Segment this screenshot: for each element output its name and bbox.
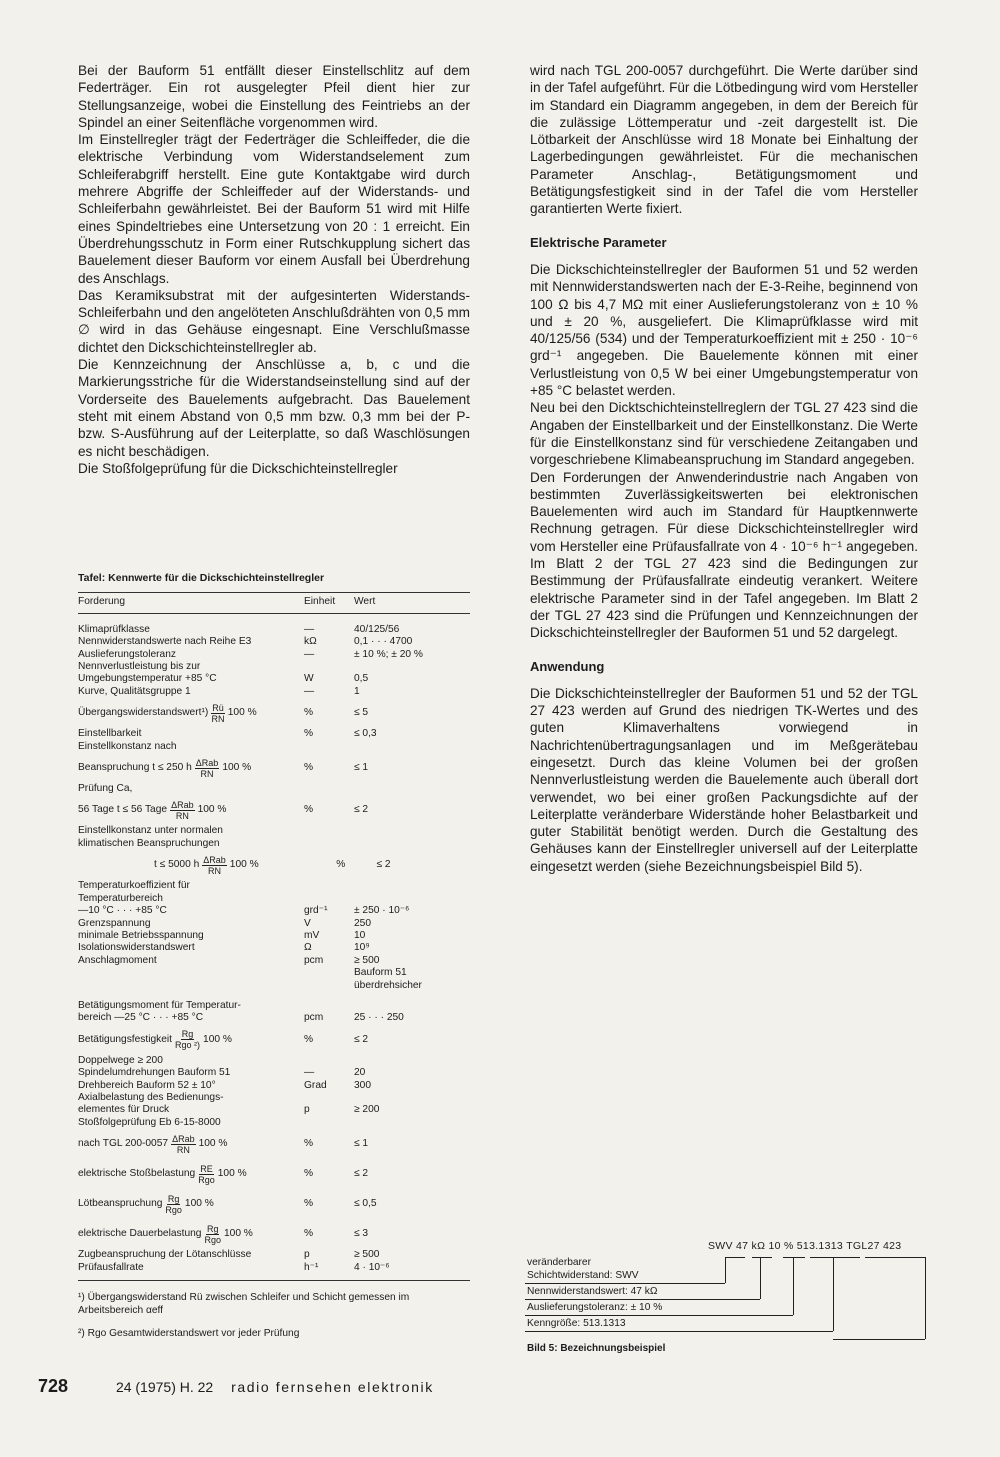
table-row xyxy=(78,1189,470,1219)
header-einheit: Einheit xyxy=(304,596,336,608)
cell-einheit: W xyxy=(304,673,314,685)
table-row xyxy=(78,649,470,661)
table-header xyxy=(78,593,470,612)
fraction-denominator: Rgo ²) xyxy=(175,1040,201,1051)
cell-einheit: — xyxy=(304,1067,315,1079)
paragraph: Im Einstellregler trägt der Federträger die Schleiffeder, die die elektrische Verbindung vom Widerstandselement zum Schleiferabgriff herstellt. Eine gute Kontaktgabe wird durch mehrere Abgriffe der Schleiffeder auf der Widerstands- und Schleiferbahn gewährleistet. Bei der Bauform 51 wird mit Hilfe eines Spindeltriebes eine Untersetzung von 20 : 1 erreicht. Ein Überdrehungsschutz in Form einer Rutschkupplung sichert das Bauelement dieser Bauform vor einem Ausfall bei Überdrehung des Anschlags. xyxy=(78,132,470,286)
row-label: Grenzspannung xyxy=(78,917,151,929)
row-label: Nennverlustleistung bis zur xyxy=(78,661,201,673)
table-row xyxy=(78,825,470,837)
table-row xyxy=(78,783,470,795)
cell-wert: 4 · 10⁻⁶ xyxy=(354,1261,390,1273)
table-row xyxy=(78,698,470,728)
table-row xyxy=(78,980,470,992)
cell-wert: ≤ 0,5 xyxy=(354,1197,377,1209)
fraction xyxy=(204,1224,221,1245)
table-row xyxy=(78,795,470,825)
table-row xyxy=(78,850,470,880)
cell-einheit: % xyxy=(304,1033,314,1045)
cell-einheit: kΩ xyxy=(304,636,317,648)
cell-forderung xyxy=(78,1029,304,1050)
row-label: bereich —25 °C · · · +85 °C xyxy=(78,1012,204,1024)
parameter-table xyxy=(78,572,470,1340)
table-body xyxy=(78,614,470,1274)
cell-forderung xyxy=(78,649,304,661)
cell-wert: ≤ 2 xyxy=(354,804,369,816)
fraction-numerator: ΔRab xyxy=(195,757,219,768)
fraction-denominator: RN xyxy=(211,713,225,724)
cell-forderung xyxy=(78,673,304,685)
row-label: 56 Tage t ≤ 56 Tage xyxy=(78,804,168,816)
row-suffix: 100 % xyxy=(197,804,227,816)
cell-forderung xyxy=(78,758,304,779)
cell-forderung xyxy=(78,838,304,850)
row-suffix: 100 % xyxy=(203,1033,232,1045)
row-label: Doppelwege ≥ 200 xyxy=(78,1054,163,1066)
table-row xyxy=(78,1012,470,1024)
row-label: Auslieferungstoleranz xyxy=(78,648,176,660)
row-label: elektrische Dauerbelastung xyxy=(78,1227,202,1239)
table-row xyxy=(78,1219,470,1249)
fraction-numerator: Rg xyxy=(206,1223,219,1234)
row-label: Umgebungstemperatur +85 °C xyxy=(78,673,217,685)
cell-einheit: V xyxy=(304,917,311,929)
table-row xyxy=(78,1104,470,1116)
row-label: Lötbeanspruchung xyxy=(78,1197,163,1209)
cell-wert: ≤ 1 xyxy=(354,1137,369,1149)
cell-wert: ± 10 %; ± 20 % xyxy=(354,648,423,660)
cell-einheit: % xyxy=(304,761,314,773)
cell-forderung xyxy=(78,930,304,942)
paragraph: Das Keramiksubstrat mit der aufgesinterten Widerstands-Schleiferbahn und den angelöteten Anschlußdrähten von 0,5 mm ∅ wird in das Gehäuse eingesnapt. Eine Verschlußmasse dichtet den Dickschichteinstellregler ab. xyxy=(78,287,470,355)
cell-wert: ≥ 200 xyxy=(354,1104,380,1116)
page-number: 728 xyxy=(38,1376,69,1396)
table-row xyxy=(78,930,470,942)
paragraph: wird nach TGL 200-0057 durchgeführt. Die Werte darüber sind in der Tafel aufgeführt. Für die Lötbedingung wird vom Hersteller im Standard ein Diagramm angegeben, in dem der Bereich für die zulässige Löttemperatur und -zeit dargestellt ist. Die Lötbarkeit der Anschlüsse wird 18 Monate bei Einhaltung der Lagerbedingungen gewährleistet. Für die mechanischen Parameter Anschlag-, Betätigungsmoment und Betätigungsfestigkeit sind in der Tafel die vom Hersteller garantierten Werte fixiert. xyxy=(530,63,918,217)
cell-einheit: h⁻¹ xyxy=(304,1261,319,1273)
table-row xyxy=(78,636,470,648)
cell-wert: 40/125/56 xyxy=(354,623,400,635)
table-row xyxy=(78,1067,470,1079)
fraction-numerator: Rg xyxy=(181,1029,194,1040)
cell-wert: ≥ 500 xyxy=(354,1249,380,1261)
cell-forderung xyxy=(78,783,304,795)
row-label: Beanspruchung t ≤ 250 h xyxy=(78,761,192,773)
paragraph: Die Stoßfolgeprüfung für die Dickschichteinstellregler xyxy=(78,460,398,476)
fraction-numerator: Rg xyxy=(167,1193,180,1204)
table-row xyxy=(78,673,470,685)
row-label: Prüfausfallrate xyxy=(78,1261,144,1273)
cell-forderung xyxy=(78,800,304,821)
cell-einheit: % xyxy=(304,1137,314,1149)
cell-wert: 1 xyxy=(354,685,360,697)
cell-forderung xyxy=(78,728,304,740)
cell-wert: Bauform 51 xyxy=(354,967,407,979)
cell-forderung xyxy=(78,661,304,673)
row-label: Nennwiderstandswerte nach Reihe E3 xyxy=(78,636,252,648)
cell-forderung xyxy=(78,880,304,892)
table-row xyxy=(78,1262,470,1274)
cell-wert: 10 xyxy=(354,929,366,941)
cell-wert: ≤ 5 xyxy=(354,707,369,719)
cell-einheit: Grad xyxy=(304,1079,327,1091)
fraction xyxy=(175,1029,200,1050)
table-title: Tafel: Kennwerte für die Dickschichteinstellregler xyxy=(78,572,325,584)
row-label: Axialbelastung des Bedienungs- xyxy=(78,1091,224,1103)
paragraph: Die Kennzeichnung der Anschlüsse a, b, c und die Markierungsstriche für die Widerstandseinstellung sind auf der Vorderseite des Bauelements aufgebracht. Das Bauelement steht mit einem Abstand von 0,5 mm bzw. 0,3 mm bei der P- bzw. S-Ausführung auf der Leiterplatte, so daß Waschlösungen es nicht beschädigen. xyxy=(78,357,470,459)
page-footer xyxy=(38,1376,434,1397)
cell-forderung xyxy=(78,855,336,876)
header-forderung: Forderung xyxy=(78,596,126,608)
table-row xyxy=(78,967,470,979)
row-label: Einstellkonstanz unter normalen xyxy=(78,825,223,837)
fraction-numerator: Rü xyxy=(212,702,224,713)
section-heading-electrical: Elektrische Parameter xyxy=(530,234,667,250)
table-row xyxy=(78,1025,470,1055)
paragraph: Den Forderungen der Anwenderindustrie nach Angaben von bestimmten Zuverlässigkeitswerten bei elektronischen Bauelementen wird auch im Standard für Hauptkennwerte Rechnung getragen. Für diese Dickschichteinstellregler wird vom Hersteller eine Prüfausfallrate von 4 · 10⁻⁶ h⁻¹ angegeben. Im Blatt 2 der TGL 27 423 sind die Bedingungen zur Bestimmung der Prüfausfallrate eindeutig verankert. Weitere elektrische Parameter sind in der Tafel angegeben. Im Blatt 2 der TGL 27 423 sind die Prüfungen und Kennzeichnungen der Dickschichteinstellregler der Bauformen 51 und 52 dargelegt. xyxy=(530,469,918,641)
row-label: —10 °C · · · +85 °C xyxy=(78,905,167,917)
cell-wert: ≤ 2 xyxy=(354,1033,369,1045)
row-label: Einstellkonstanz nach xyxy=(78,740,177,752)
cell-einheit: pcm xyxy=(304,1012,324,1024)
cell-forderung xyxy=(78,1117,304,1129)
cell-forderung xyxy=(78,1249,304,1261)
figure-label: Kenngröße: 513.1313 xyxy=(527,1318,626,1329)
cell-einheit: — xyxy=(304,685,315,697)
cell-forderung xyxy=(78,636,304,648)
figure-caption: Bild 5: Bezeichnungsbeispiel xyxy=(527,1343,666,1354)
fraction-denominator: RN xyxy=(175,810,189,821)
issue-info: 24 (1975) H. 22 xyxy=(115,1379,214,1395)
table-row xyxy=(78,1117,470,1129)
row-suffix: 100 % xyxy=(217,1167,247,1179)
cell-wert: ≤ 2 xyxy=(376,859,391,871)
cell-forderung xyxy=(78,905,304,917)
footnote-1: ¹) Übergangswiderstand Rü zwischen Schleifer und Schicht gemessen im Arbeitsbereich αeff xyxy=(78,1292,410,1316)
row-label: Anschlagmoment xyxy=(78,954,157,966)
cell-einheit: % xyxy=(304,1197,314,1209)
cell-wert: 250 xyxy=(354,917,371,929)
fraction-numerator: ΔRab xyxy=(203,854,226,865)
row-label: Temperaturkoeffizient für xyxy=(78,880,190,892)
fraction xyxy=(171,1134,196,1155)
table-row xyxy=(78,686,470,698)
figure-label: Schichtwiderstand: SWV xyxy=(527,1270,639,1281)
table-row xyxy=(78,1080,470,1092)
cell-forderung xyxy=(78,1134,304,1155)
cell-einheit: — xyxy=(304,623,315,635)
cell-forderung xyxy=(78,1164,304,1185)
cell-forderung xyxy=(78,1104,304,1116)
cell-wert: ≥ 500 xyxy=(354,954,380,966)
table-row xyxy=(78,1000,470,1012)
cell-wert: 300 xyxy=(354,1079,371,1091)
table-row xyxy=(78,1055,470,1067)
cell-einheit: grd⁻¹ xyxy=(304,905,328,917)
row-label: nach TGL 200-0057 xyxy=(78,1137,169,1149)
row-suffix: 100 % xyxy=(184,1197,214,1209)
cell-wert: 10⁹ xyxy=(354,942,370,954)
footnote-2: ²) Rgo Gesamtwiderstandswert vor jeder Prüfung xyxy=(78,1328,300,1339)
table-row xyxy=(78,955,470,967)
fraction xyxy=(198,1164,215,1185)
cell-forderung xyxy=(78,942,304,954)
row-label: t ≤ 5000 h xyxy=(154,859,200,871)
table-row xyxy=(78,880,470,892)
cell-wert: 20 xyxy=(354,1067,366,1079)
cell-forderung xyxy=(78,1067,304,1079)
paragraph: Die Dickschichteinstellregler der Bauformen 51 und 52 der TGL 27 423 werden auf Grund des niedrigen TK-Wertes und des guten Klimaverhaltens vorwiegend in Nachrichtenübertragungsanlagen und im Meßgerätebau eingesetzt. Durch das kleine Volumen bei der großen Nennverlustleistung werden die Bauelemente auch überall dort verwendet, wo bei einer großen Packungsdichte auf der Leiterplatte veränderbare Widerstände hoher Belastbarkeit und guter Stabilität benötigt werden. Durch die Gestaltung des Gehäuses kann der Einstellregler universell auf der Leiterplatte eingesetzt werden (siehe Bezeichnungsbeispiel Bild 5). xyxy=(530,685,918,874)
table-row xyxy=(78,918,470,930)
fraction-numerator: ΔRab xyxy=(171,799,194,810)
cell-einheit: % xyxy=(304,707,314,719)
row-suffix: 100 % xyxy=(227,707,257,719)
cell-wert: ≤ 2 xyxy=(354,1167,369,1179)
table-row xyxy=(78,1159,470,1189)
cell-forderung xyxy=(78,955,304,967)
cell-wert: ≤ 3 xyxy=(354,1227,369,1239)
table-row xyxy=(78,942,470,954)
table-row xyxy=(78,905,470,917)
designation-code: SWV 47 kΩ 10 % 513.1313 TGL27 423 xyxy=(708,1240,902,1252)
row-label: Isolationswiderstandswert xyxy=(78,942,195,954)
cell-forderung xyxy=(78,1092,304,1104)
fraction-numerator: ΔRab xyxy=(172,1133,195,1144)
fraction-denominator: RN xyxy=(176,1144,190,1155)
fraction xyxy=(195,758,220,779)
row-suffix: 100 % xyxy=(229,859,259,871)
fraction xyxy=(202,855,227,876)
fraction-denominator: RN xyxy=(200,768,214,779)
cell-einheit: % xyxy=(304,1227,314,1239)
cell-forderung xyxy=(78,1194,304,1215)
fraction xyxy=(170,800,195,821)
row-label: Einstellbarkeit xyxy=(78,728,142,740)
cell-forderung xyxy=(78,1000,304,1012)
row-label: minimale Betriebsspannung xyxy=(78,929,204,941)
table-row xyxy=(78,624,470,636)
row-label: Betätigungsfestigkeit xyxy=(78,1033,173,1045)
table-row xyxy=(78,1129,470,1159)
paragraph: Bei der Bauform 51 entfällt dieser Einstellschlitz auf dem Federträger. Ein rot ausgelegter Pfeil dient hier zur Stellungsanzeige, wobei die Einstellung des Feintriebs an der Spindel an einer Seitenfläche vorgenommen wird. xyxy=(78,63,470,130)
right-column xyxy=(530,62,918,875)
cell-einheit: % xyxy=(304,804,314,816)
fraction-denominator: RN xyxy=(208,865,222,876)
cell-forderung xyxy=(78,624,304,636)
cell-forderung xyxy=(78,1262,304,1274)
cell-wert: 25 · · · 250 xyxy=(354,1012,404,1024)
header-wert: Wert xyxy=(354,596,376,608)
cell-wert: ≤ 0,3 xyxy=(354,728,377,740)
cell-forderung xyxy=(78,1055,304,1067)
row-label: Klimaprüfklasse xyxy=(78,623,150,635)
row-suffix: 100 % xyxy=(222,761,252,773)
row-label: Spindelumdrehungen Bauform 51 xyxy=(78,1067,231,1079)
cell-forderung xyxy=(78,1224,304,1245)
table-row xyxy=(78,893,470,905)
magazine-title: radio fernsehen elektronik xyxy=(231,1379,434,1395)
cell-wert: 0,5 xyxy=(354,673,369,685)
row-suffix: 100 % xyxy=(223,1227,253,1239)
paragraph: Die Dickschichteinstellregler der Bauformen 51 und 52 werden mit Nennwiderstandswerten nach der E-3-Reihe, beginnend von 100 Ω bis 4,7 MΩ mit einer Auslieferungstoleranz von ± 10 % und ± 20 %, ausgeliefert. Die Klimaprüfklasse wird mit 40/125/56 (534) und der Temperaturkoeffizient mit ± 250 · 10⁻⁶ grd⁻¹ angegeben. Die Bauelemente können mit einer Verlustleistung von 0,5 W bei einer Umgebungstemperatur von +85 °C belastet werden. xyxy=(530,261,918,399)
table-row xyxy=(78,753,470,783)
row-label: Prüfung Ca, xyxy=(78,783,133,795)
row-label: elektrische Stoßbelastung xyxy=(78,1167,196,1179)
row-label: Betätigungsmoment für Temperatur- xyxy=(78,999,241,1011)
fraction-numerator: RE xyxy=(200,1163,213,1174)
row-label: Übergangswiderstandswert¹) xyxy=(78,707,209,719)
row-label: Stoßfolgeprüfung Eb 6-15-8000 xyxy=(78,1116,221,1128)
row-label: Zugbeanspruchung der Lötanschlüsse xyxy=(78,1249,252,1261)
cell-forderung xyxy=(78,825,304,837)
row-label: Drehbereich Bauform 52 ± 10° xyxy=(78,1079,216,1091)
cell-forderung xyxy=(78,686,304,698)
section-heading-application: Anwendung xyxy=(530,658,605,674)
fraction xyxy=(165,1194,182,1215)
fraction-denominator: Rgo xyxy=(204,1234,221,1245)
fraction xyxy=(211,703,225,724)
cell-forderung xyxy=(78,918,304,930)
figure-label: veränderbarer xyxy=(527,1257,591,1268)
cell-forderung xyxy=(78,703,304,724)
cell-wert: 0,1 · · · 4700 xyxy=(354,636,413,648)
cell-forderung xyxy=(78,741,304,753)
cell-einheit: — xyxy=(304,648,315,660)
cell-einheit: p xyxy=(304,1249,310,1261)
row-label: klimatischen Beanspruchungen xyxy=(78,837,220,849)
cell-forderung xyxy=(78,1012,304,1024)
cell-einheit: Ω xyxy=(304,942,312,954)
cell-einheit: % xyxy=(304,728,314,740)
cell-einheit: % xyxy=(336,859,346,871)
table-row xyxy=(78,992,470,1000)
cell-forderung xyxy=(78,1080,304,1092)
cell-einheit: p xyxy=(304,1104,310,1116)
table-row xyxy=(78,838,470,850)
paragraph: Neu bei den Dicktschichteinstellreglern der TGL 27 423 sind die Angaben der Einstellbarkeit und der Einstellkonstanz. Die Werte für die Einstellkonstanz sind für verschiedene Zeitangaben und vorgeschriebene Klimabeanspruchung im Standard angegeben. xyxy=(530,400,918,468)
cell-wert: ± 250 · 10⁻⁶ xyxy=(354,905,410,917)
table-row xyxy=(78,728,470,740)
table-row xyxy=(78,661,470,673)
row-label: Temperaturbereich xyxy=(78,892,163,904)
row-suffix: 100 % xyxy=(198,1137,228,1149)
left-column xyxy=(78,62,470,477)
table-row xyxy=(78,1249,470,1261)
table-row xyxy=(78,1092,470,1104)
figure-label: Auslieferungstoleranz: ± 10 % xyxy=(527,1302,663,1313)
fraction-denominator: Rgo xyxy=(198,1174,215,1185)
cell-wert: überdrehsicher xyxy=(354,979,422,991)
cell-einheit: pcm xyxy=(304,954,324,966)
cell-einheit: mV xyxy=(304,929,320,941)
row-label: Kurve, Qualitätsgruppe 1 xyxy=(78,685,191,697)
cell-wert: ≤ 1 xyxy=(354,761,369,773)
cell-einheit: % xyxy=(304,1167,314,1179)
row-label: elementes für Druck xyxy=(78,1104,170,1116)
designation-figure xyxy=(525,1235,945,1355)
figure-label: Nennwiderstandswert: 47 kΩ xyxy=(527,1286,658,1297)
fraction-denominator: Rgo xyxy=(165,1204,182,1215)
cell-forderung xyxy=(78,893,304,905)
table-row xyxy=(78,741,470,753)
